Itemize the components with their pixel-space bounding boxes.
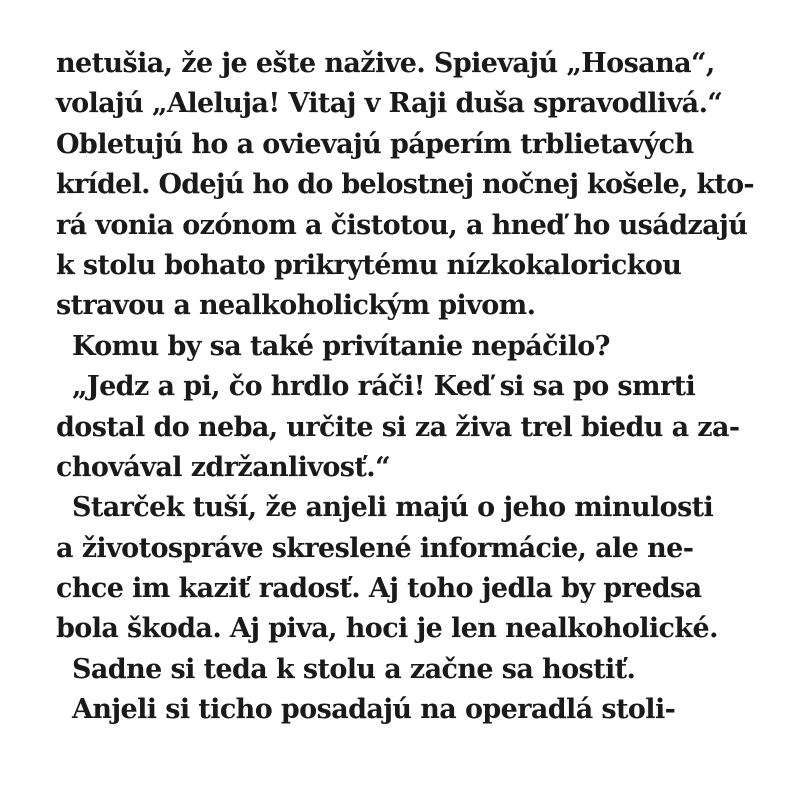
text-line: a životospráve skreslené informácie, ale ne- xyxy=(56,532,694,564)
text-line: stravou a nealkoholickým pivom. xyxy=(56,290,536,322)
text-line: Obletujú ho a ovievajú páperím trblietavých xyxy=(56,128,694,160)
text-line: dostal do neba, určite si za živa trel biedu a za- xyxy=(56,411,740,443)
text-line: Anjeli si ticho posadajú na operadlá stoli- xyxy=(72,694,676,726)
text-line: chovával zdržanlivosť.“ xyxy=(56,451,391,483)
text-line: krídel. Odejú ho do belostnej nočnej košele, kto- xyxy=(56,169,754,201)
text-line: chce im kaziť radosť. Aj toho jedla by predsa xyxy=(56,573,702,605)
text-line: „Jedz a pi, čo hrdlo ráči! Keď si sa po smrti xyxy=(72,371,696,403)
text-line: rá vonia ozónom a čistotou, a hneď ho usádzajú xyxy=(56,209,748,241)
text-line: Starček tuší, že anjeli majú o jeho minulosti xyxy=(72,492,714,524)
text-line: bola škoda. Aj piva, hoci je len nealkoholické. xyxy=(56,613,718,645)
text-line: volajú „Aleluja! Vitaj v Raji duša spravodlivá.“ xyxy=(56,88,723,120)
text-line: Sadne si teda k stolu a začne sa hostiť. xyxy=(72,653,636,685)
text-line: netušia, že je ešte nažive. Spievajú „Hosana“, xyxy=(56,48,715,79)
text-line: Komu by sa také privítanie nepáčilo? xyxy=(72,330,610,362)
body-text xyxy=(56,44,756,731)
text-line: k stolu bohato prikrytému nízkokalorickou xyxy=(56,249,682,281)
